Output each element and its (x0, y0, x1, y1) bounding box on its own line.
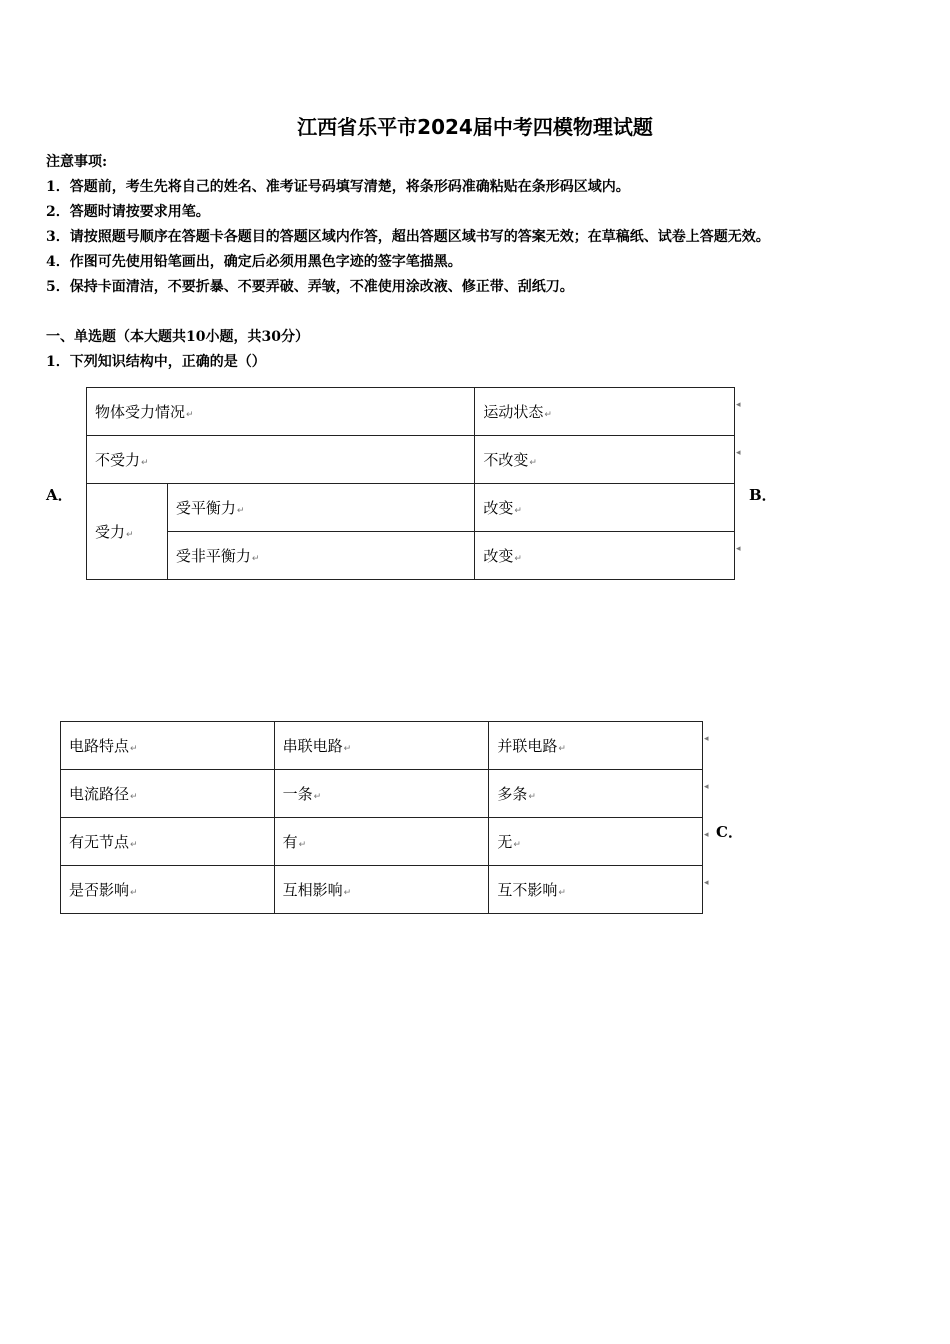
table-cell: 有↵ (274, 818, 489, 866)
option-c-label: C． (716, 823, 743, 841)
row-end-mark: ◂ (704, 782, 709, 792)
table-cell: 改变↵ (475, 484, 735, 532)
row-end-mark: ◂ (704, 830, 709, 840)
notice-item-5: 5．保持卡面清洁，不要折暴、不要弄破、弄皱，不准使用涂改液、修正带、刮纸刀。 (46, 279, 574, 295)
table-cell: 并联电路↵ (489, 722, 703, 770)
table-cell: 无↵ (489, 818, 703, 866)
table-cell: 受平衡力↵ (167, 484, 475, 532)
table-row (61, 818, 703, 866)
table-row (61, 722, 703, 770)
option-a-table (86, 387, 735, 580)
table-cell: 不受力↵ (87, 436, 475, 484)
row-end-mark: ◂ (704, 878, 709, 888)
question-1: 1．下列知识结构中，正确的是（） (46, 354, 266, 370)
table-cell: 多条↵ (489, 770, 703, 818)
table-cell: 改变↵ (475, 532, 735, 580)
table-cell: 物体受力情况↵ (87, 388, 475, 436)
row-end-mark: ◂ (736, 544, 741, 554)
row-end-mark: ◂ (736, 448, 741, 458)
table-row (61, 770, 703, 818)
option-a-label: A． (46, 486, 73, 504)
table-cell: 电流路径↵ (61, 770, 275, 818)
option-b-label: B． (749, 486, 777, 504)
notice-heading: 注意事项: (46, 154, 108, 170)
table-cell: 运动状态↵ (475, 388, 735, 436)
table-cell: 互相影响↵ (274, 866, 489, 914)
notice-item-4: 4．作图可先使用铅笔画出，确定后必须用黑色字迹的签字笔描黑。 (46, 254, 462, 270)
table-cell: 一条↵ (274, 770, 489, 818)
table-cell: 串联电路↵ (274, 722, 489, 770)
notice-item-2: 2．答题时请按要求用笔。 (46, 204, 210, 220)
table-row (87, 484, 735, 532)
table-cell: 不改变↵ (475, 436, 735, 484)
row-end-mark: ◂ (704, 734, 709, 744)
notice-item-3: 3．请按照题号顺序在答题卡各题目的答题区域内作答，超出答题区域书写的答案无效；在草稿纸、试卷上答题无效。 (46, 229, 770, 245)
table-cell: 电路特点↵ (61, 722, 275, 770)
table-row (87, 388, 735, 436)
table-row (87, 436, 735, 484)
option-b-table (60, 721, 703, 914)
table-cell: 互不影响↵ (489, 866, 703, 914)
table-row (61, 866, 703, 914)
table-cell: 受力↵ (87, 484, 168, 580)
page-title: 江西省乐平市2024届中考四模物理试题 (297, 115, 653, 139)
section-heading: 一、单选题（本大题共10小题，共30分） (46, 329, 309, 345)
table-cell: 受非平衡力↵ (167, 532, 475, 580)
table-cell: 是否影响↵ (61, 866, 275, 914)
table-row (87, 532, 735, 580)
notice-item-1: 1．答题前，考生先将自己的姓名、准考证号码填写清楚，将条形码准确粘贴在条形码区域内。 (46, 179, 630, 195)
table-cell: 有无节点↵ (61, 818, 275, 866)
row-end-mark: ◂ (736, 400, 741, 410)
